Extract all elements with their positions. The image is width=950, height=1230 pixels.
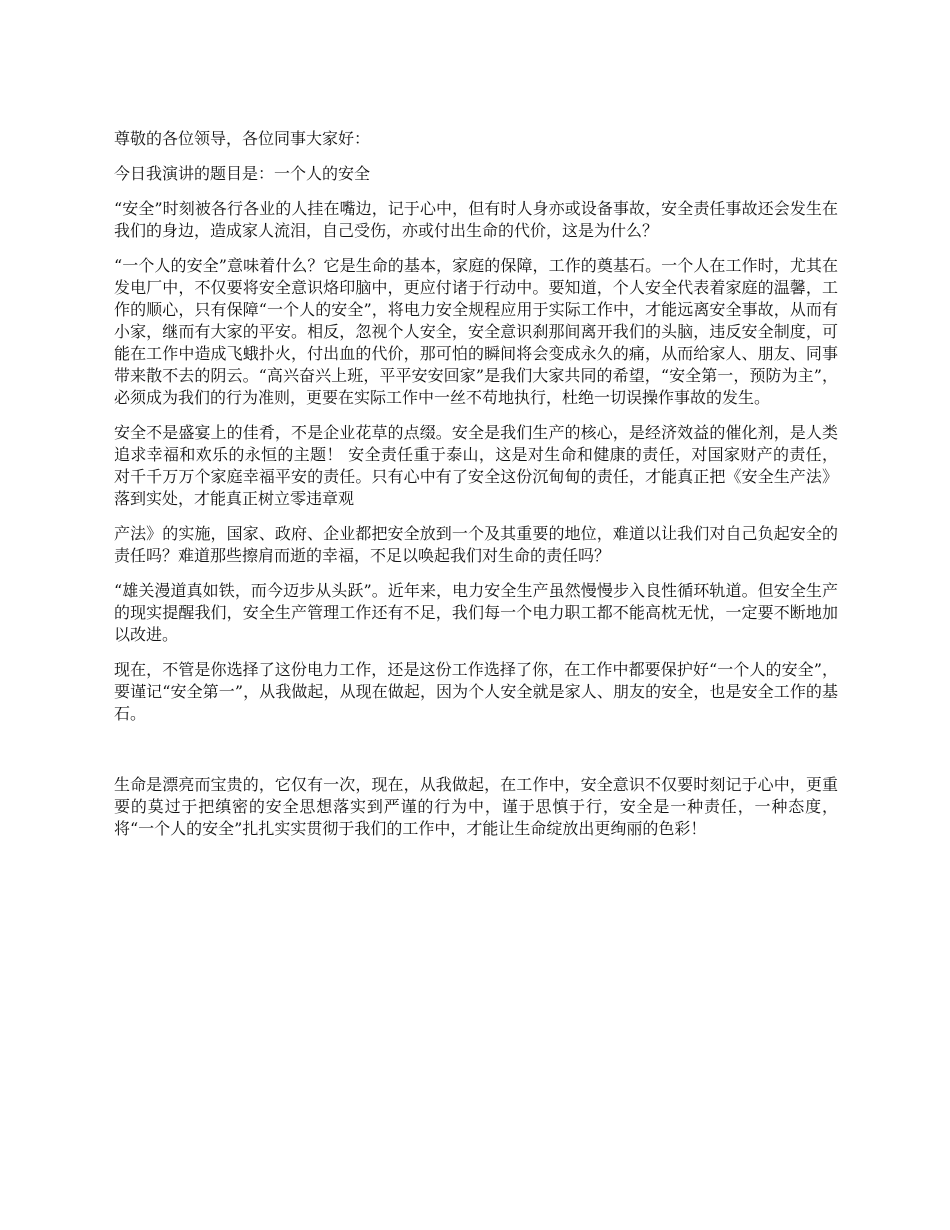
body-paragraph-2: “一个人的安全”意味着什么？它是生命的基本，家庭的保障，工作的奠基石。一个人在工作时，尤其在发电厂中，不仅要将安全意识烙印脑中，更应付诸于行动中。要知道，个人安全代表着家庭的温馨，工作的顺心，只有保障“一个人的安全”，将电力安全规程应用于实际工作中，才能远离安全事故，从而有小家，继而有大家的平安。相反，忽视个人安全，安全意识刹那间离开我们的头脑，违反安全制度，可能在工作中造成飞蛾扑火，付出血的代价，那可怕的瞬间将会变成永久的痛，从而给家人、朋友、同事带来散不去的阴云。“高兴奋兴上班，平平安安回家”是我们大家共同的希望，“安全第一，预防为主”，必须成为我们的行为准则，更要在实际工作中一丝不苟地执行，杜绝一切误操作事故的发生。	[114, 256, 838, 407]
speech-title-paragraph: 今日我演讲的题目是：一个人的安全	[114, 164, 371, 183]
body-paragraph-6: 现在，不管是你选择了这份电力工作，还是这份工作选择了你，在工作中都要保护好“一个人的安全”，要谨记“安全第一”，从我做起，从现在做起，因为个人安全就是家人、朋友的安全，也是安全工作的基石。	[114, 660, 838, 723]
document-body	[114, 128, 838, 853]
paragraph-spacer	[114, 738, 838, 774]
body-paragraph-1: “安全”时刻被各行各业的人挂在嘴边，记于心中，但有时人身亦或设备事故，安全责任事故还会发生在我们的身边，造成家人流泪，自己受伤，亦或付出生命的代价，这是为什么？	[114, 199, 838, 240]
greeting-paragraph: 尊敬的各位领导，各位同事大家好：	[114, 129, 371, 148]
body-paragraph-5: “雄关漫道真如铁，而今迈步从头跃”。近年来，电力安全生产虽然慢慢步入良性循环轨道。但安全生产的现实提醒我们，安全生产管理工作还有不足，我们每一个电力职工都不能高枕无忧，一定要不断地加以改进。	[114, 581, 838, 644]
body-paragraph-3: 安全不是盛宴上的佳肴，不是企业花草的点缀。安全是我们生产的核心，是经济效益的催化剂，是人类追求幸福和欢乐的永恒的主题！ 安全责任重于泰山，这是对生命和健康的责任，对国家财产的责任，对千千万万个家庭幸福平安的责任。只有心中有了安全这份沉甸甸的责任，才能真正把《安全生产法》落到实处，才能真正树立零违章观	[114, 423, 838, 508]
body-paragraph-4: 产法》的实施，国家、政府、企业都把安全放到一个及其重要的地位，难道以让我们对自己负起安全的责任吗？难道那些擦肩而逝的幸福，不足以唤起我们对生命的责任吗？	[114, 524, 838, 565]
closing-paragraph: 生命是漂亮而宝贵的，它仅有一次，现在，从我做起，在工作中，安全意识不仅要时刻记于心中，更重要的莫过于把缜密的安全思想落实到严谨的行为中，谨于思慎于行，安全是一种责任，一种态度，将“一个人的安全”扎扎实实贯彻于我们的工作中，才能让生命绽放出更绚丽的色彩！	[114, 775, 838, 838]
